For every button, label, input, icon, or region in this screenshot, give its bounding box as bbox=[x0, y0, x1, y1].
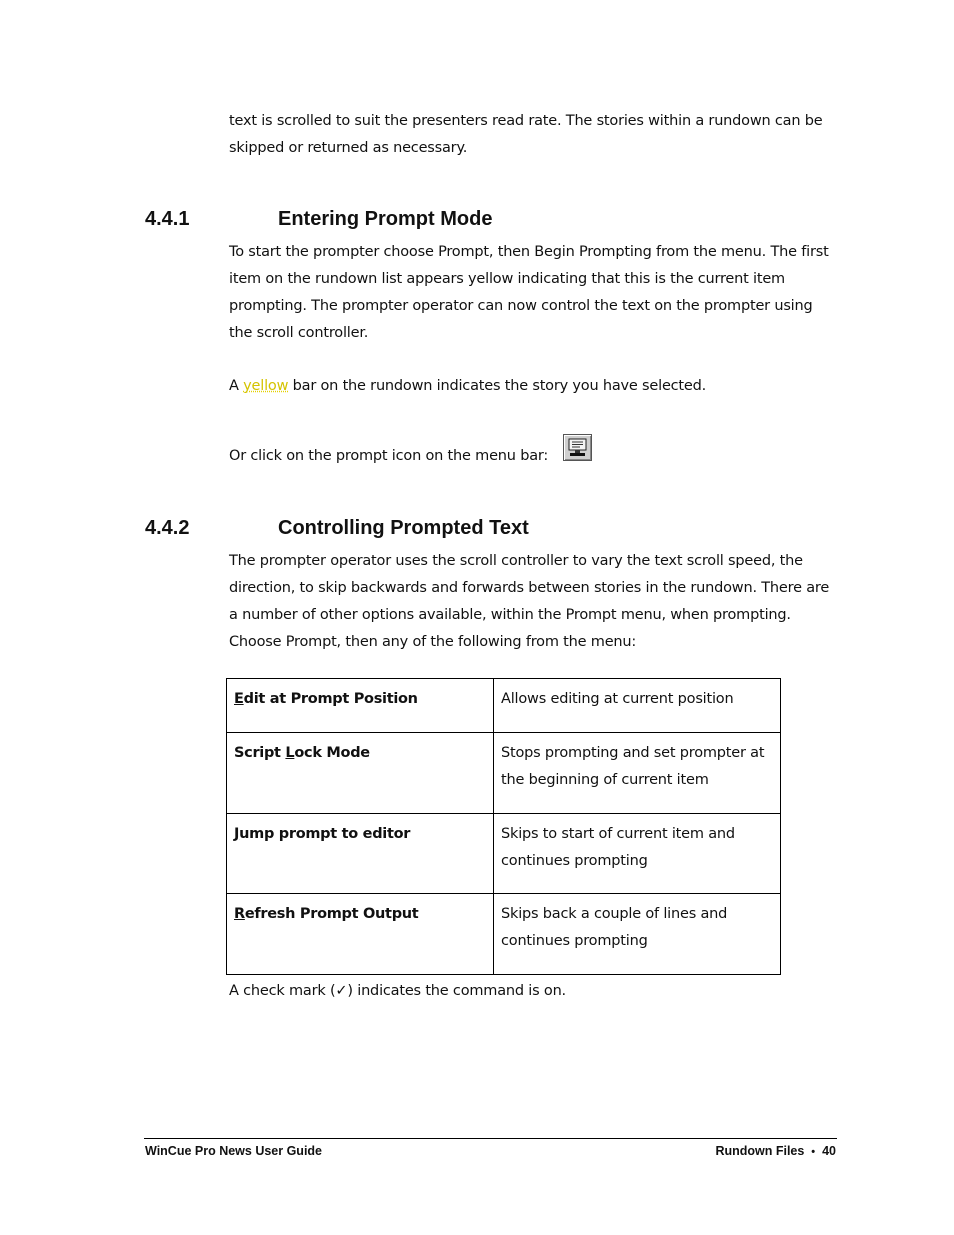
check-mark-note: A check mark (✓) indicates the command is on. bbox=[229, 983, 566, 999]
intro-paragraph bbox=[229, 108, 823, 162]
description-line: the beginning of current item bbox=[501, 772, 709, 788]
note-prefix: A bbox=[229, 378, 244, 394]
paragraph-line: Choose Prompt, then any of the following from the menu: bbox=[229, 634, 637, 650]
paragraph-line: prompting. The prompter operator can now control the text on the prompter using bbox=[229, 298, 813, 314]
description-line: Skips back a couple of lines and bbox=[501, 906, 728, 922]
yellow-word: yellow bbox=[243, 378, 289, 394]
footer-divider bbox=[144, 1138, 837, 1139]
prompt-icon bbox=[563, 434, 592, 461]
note-suffix: bar on the rundown indicates the story you have selected. bbox=[288, 378, 707, 394]
icon-instruction: Or click on the prompt icon on the menu bar: bbox=[229, 448, 549, 464]
command-label: efresh Prompt Output bbox=[244, 906, 419, 922]
command-label: ock Mode bbox=[294, 745, 370, 761]
commands-table bbox=[226, 678, 781, 975]
command-name bbox=[227, 679, 494, 733]
description-line: continues prompting bbox=[501, 933, 648, 949]
section-paragraph bbox=[229, 548, 829, 656]
description-line: Skips to start of current item and bbox=[501, 826, 735, 842]
command-label: ump prompt to editor bbox=[239, 826, 411, 842]
paragraph-line: To start the prompter choose Prompt, then Begin Prompting from the menu. The first bbox=[229, 244, 829, 260]
command-name bbox=[227, 894, 494, 975]
command-prefix: Script bbox=[234, 745, 286, 761]
paragraph-line: a number of other options available, within the Prompt menu, when prompting. bbox=[229, 607, 791, 623]
paragraph-line: The prompter operator uses the scroll controller to vary the text scroll speed, the bbox=[229, 553, 803, 569]
description-line: continues prompting bbox=[501, 853, 648, 869]
paragraph-line: item on the rundown list appears yellow indicating that this is the current item bbox=[229, 271, 785, 287]
command-description bbox=[494, 733, 781, 814]
table-row bbox=[227, 733, 781, 814]
section-title: Controlling Prompted Text bbox=[278, 517, 529, 539]
section-paragraph bbox=[229, 239, 829, 347]
footer-page-info bbox=[715, 1144, 836, 1158]
table-row bbox=[227, 814, 781, 894]
command-label: dit at Prompt Position bbox=[243, 691, 418, 707]
description-line: Stops prompting and set prompter at bbox=[501, 745, 765, 761]
paragraph-line: the scroll controller. bbox=[229, 325, 369, 341]
mnemonic-letter: J bbox=[234, 826, 240, 842]
table-row bbox=[227, 894, 781, 975]
command-description bbox=[494, 679, 781, 733]
mnemonic-letter: L bbox=[285, 745, 295, 761]
footer-guide-title: WinCue Pro News User Guide bbox=[145, 1144, 323, 1158]
section-title: Entering Prompt Mode bbox=[278, 208, 493, 230]
intro-line: text is scrolled to suit the presenters read rate. The stories within a rundown can be bbox=[229, 113, 823, 129]
intro-line: skipped or returned as necessary. bbox=[229, 140, 468, 156]
command-description bbox=[494, 894, 781, 975]
page-number: 40 bbox=[822, 1144, 836, 1158]
mnemonic-letter: E bbox=[234, 691, 244, 707]
section-number: 4.4.1 bbox=[145, 208, 190, 230]
yellow-bar-note bbox=[229, 373, 706, 400]
command-name bbox=[227, 733, 494, 814]
bullet-icon: • bbox=[811, 1146, 816, 1158]
table-row bbox=[227, 679, 781, 733]
paragraph-line: direction, to skip backwards and forwards between stories in the rundown. There are bbox=[229, 580, 830, 596]
command-name bbox=[227, 814, 494, 894]
prompt-icon-graphic bbox=[564, 435, 591, 460]
mnemonic-letter: R bbox=[234, 906, 245, 922]
footer-section-name: Rundown Files bbox=[715, 1144, 805, 1158]
section-number: 4.4.2 bbox=[145, 517, 190, 539]
description-line: Allows editing at current position bbox=[501, 691, 734, 707]
command-description bbox=[494, 814, 781, 894]
